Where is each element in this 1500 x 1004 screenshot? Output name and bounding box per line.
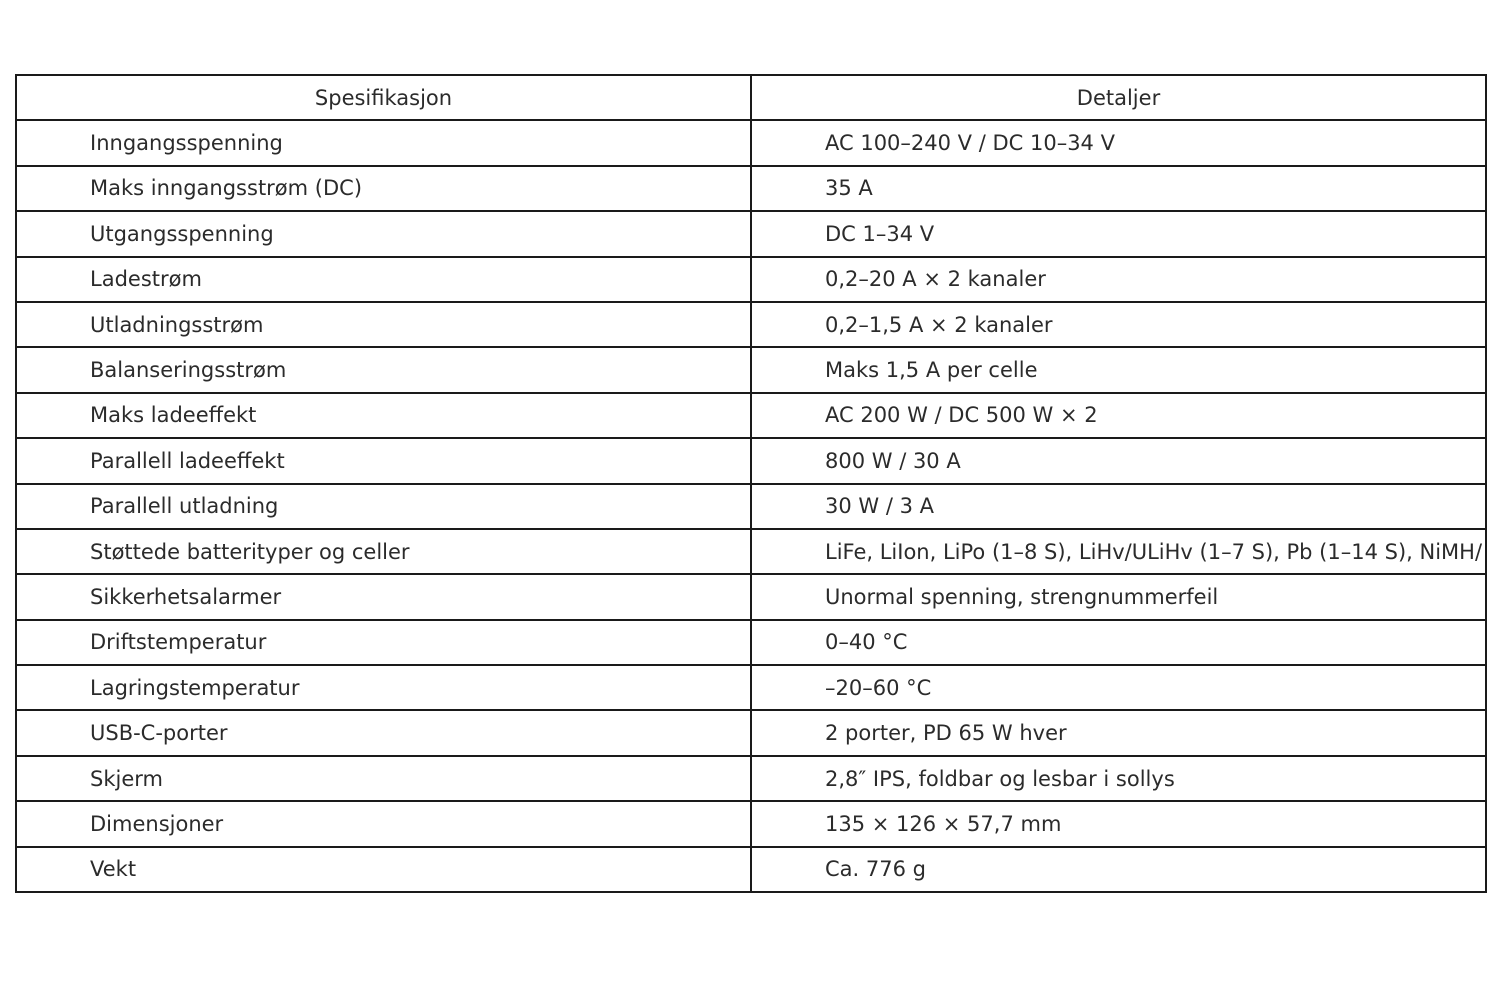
table-row: [16, 665, 1486, 710]
table-row: [16, 574, 1486, 619]
spec-value: 135 × 126 × 57,7 mm: [751, 801, 1486, 846]
spec-value: 800 W / 30 A: [751, 438, 1486, 483]
spec-value: 0,2–1,5 A × 2 kanaler: [751, 302, 1486, 347]
spec-value: Ca. 776 g: [751, 847, 1486, 892]
table-row: [16, 847, 1486, 892]
table-row: [16, 120, 1486, 165]
table-row: [16, 393, 1486, 438]
spec-value: 2,8″ IPS, foldbar og lesbar i sollys: [751, 756, 1486, 801]
spec-label: Balanseringsstrøm: [16, 347, 751, 392]
table-row: [16, 257, 1486, 302]
table-row: [16, 529, 1486, 574]
table-body: [16, 120, 1486, 892]
spec-label: Lagringstemperatur: [16, 665, 751, 710]
spec-label: Vekt: [16, 847, 751, 892]
table-row: [16, 484, 1486, 529]
spec-value: 35 A: [751, 166, 1486, 211]
table-row: [16, 620, 1486, 665]
spec-label: Driftstemperatur: [16, 620, 751, 665]
spec-label: Parallell ladeeffekt: [16, 438, 751, 483]
spec-value: Maks 1,5 A per celle: [751, 347, 1486, 392]
spec-value: –20–60 °C: [751, 665, 1486, 710]
spec-label: Støttede batterityper og celler: [16, 529, 751, 574]
spec-label: Inngangsspenning: [16, 120, 751, 165]
spec-label: Parallell utladning: [16, 484, 751, 529]
spec-label: Maks ladeeffekt: [16, 393, 751, 438]
header-row: [16, 75, 1486, 120]
spec-label: Ladestrøm: [16, 257, 751, 302]
table-row: [16, 756, 1486, 801]
header-spec: Spesifikasjon: [16, 75, 751, 120]
spec-table: [15, 74, 1487, 893]
spec-label: Skjerm: [16, 756, 751, 801]
spec-label: Utladningsstrøm: [16, 302, 751, 347]
spec-value: 2 porter, PD 65 W hver: [751, 710, 1486, 755]
spec-value: 0,2–20 A × 2 kanaler: [751, 257, 1486, 302]
spec-value: LiFe, LiIon, LiPo (1–8 S), LiHv/ULiHv (1–7 S), Pb (1–14 S), NiMH/: [751, 529, 1486, 574]
spec-label: USB-C-porter: [16, 710, 751, 755]
table-header: [16, 75, 1486, 120]
spec-value: DC 1–34 V: [751, 211, 1486, 256]
spec-label: Utgangsspenning: [16, 211, 751, 256]
header-details: Detaljer: [751, 75, 1486, 120]
spec-value: Unormal spenning, strengnummerfeil: [751, 574, 1486, 619]
table-row: [16, 347, 1486, 392]
table-row: [16, 302, 1486, 347]
table-row: [16, 211, 1486, 256]
table-row: [16, 801, 1486, 846]
spec-value: AC 200 W / DC 500 W × 2: [751, 393, 1486, 438]
table-row: [16, 166, 1486, 211]
spec-label: Maks inngangsstrøm (DC): [16, 166, 751, 211]
spec-label: Dimensjoner: [16, 801, 751, 846]
table-row: [16, 710, 1486, 755]
spec-value: 0–40 °C: [751, 620, 1486, 665]
spec-value: AC 100–240 V / DC 10–34 V: [751, 120, 1486, 165]
spec-value: 30 W / 3 A: [751, 484, 1486, 529]
table-row: [16, 438, 1486, 483]
spec-label: Sikkerhetsalarmer: [16, 574, 751, 619]
